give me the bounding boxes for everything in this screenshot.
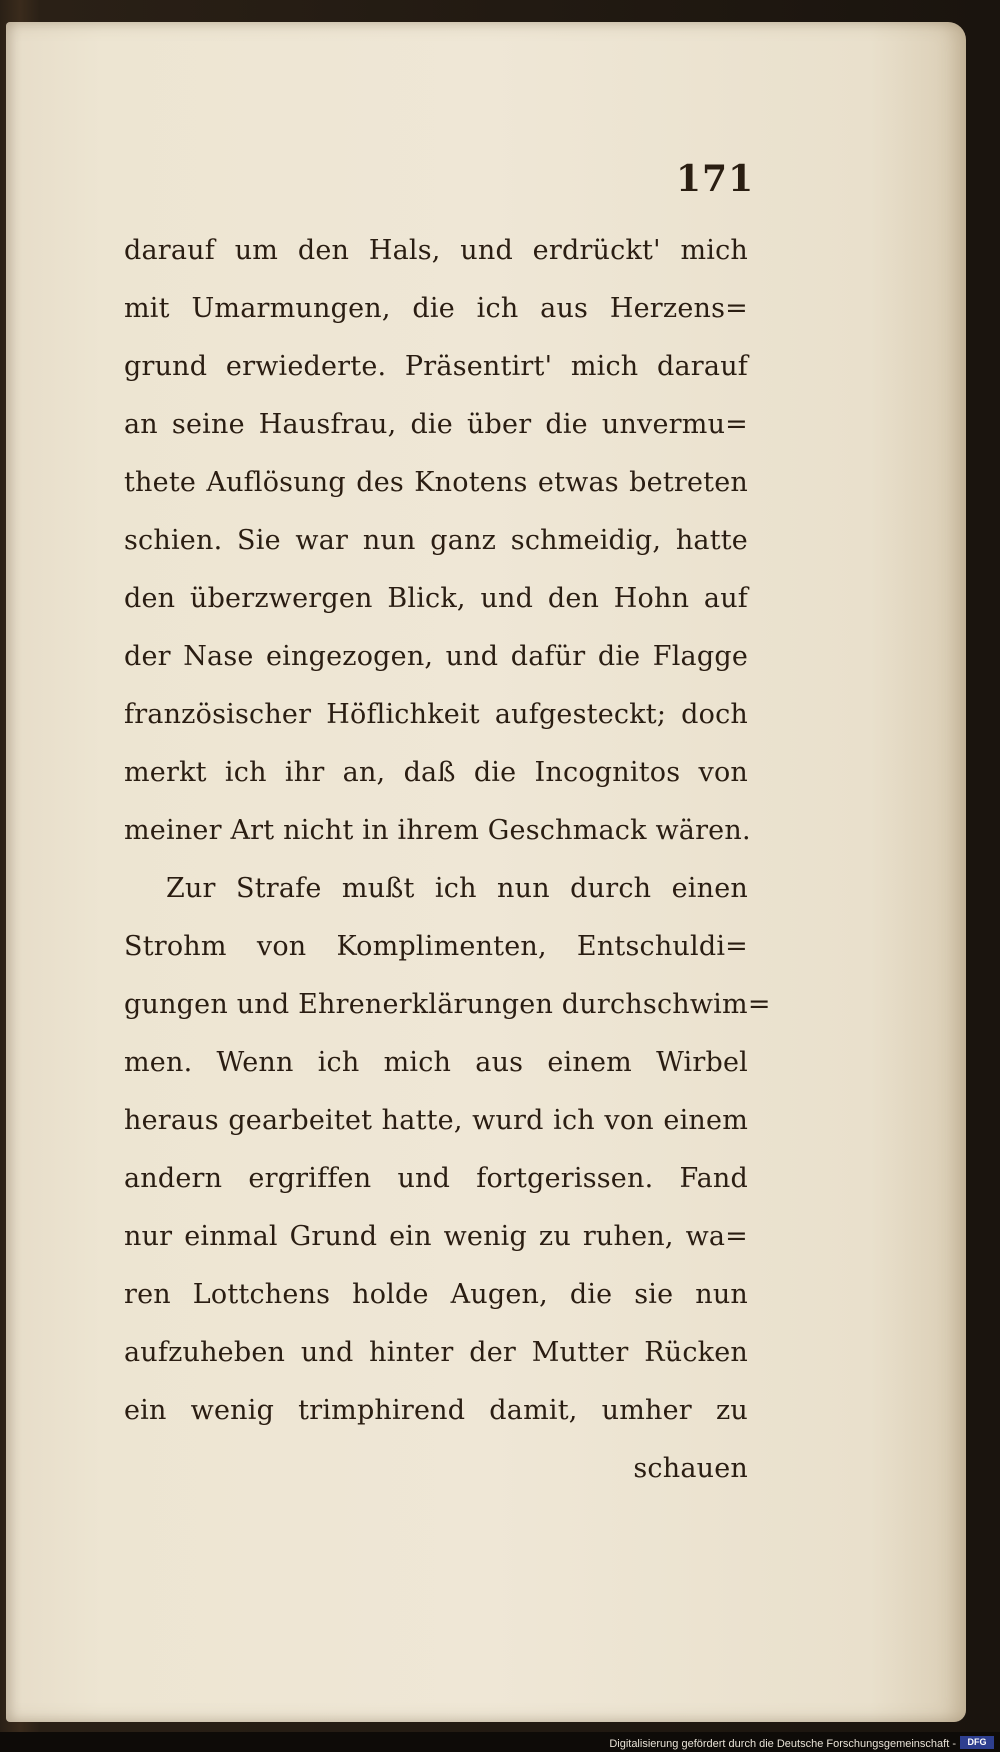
text-block <box>124 222 771 1498</box>
text-line: men. Wenn ich mich aus einem Wirbel <box>124 1047 748 1078</box>
text-line: ein wenig trimphirend damit, umher zu <box>124 1395 748 1426</box>
text-line: mit Umarmungen, die ich aus Herzens= <box>124 293 748 324</box>
text-line: ren Lottchens holde Augen, die sie nun <box>124 1279 748 1310</box>
text-line: meiner Art nicht in ihrem Geschmack wären. <box>124 815 751 846</box>
footer-credit: Digitalisierung gefördert durch die Deutsche Forschungsgemeinschaft - <box>609 1738 956 1750</box>
text-line: nur einmal Grund ein wenig zu ruhen, wa= <box>124 1221 748 1252</box>
text-line: den überzwergen Blick, und den Hohn auf <box>124 583 748 614</box>
text-line: aufzuheben und hinter der Mutter Rücken <box>124 1337 748 1368</box>
text-line: grund erwiederte. Präsentirt' mich darauf <box>124 351 748 382</box>
text-line: schien. Sie war nun ganz schmeidig, hatte <box>124 525 748 556</box>
text-line: andern ergriffen und fortgerissen. Fand <box>124 1163 748 1194</box>
text-line: der Nase eingezogen, und dafür die Flagge <box>124 641 748 672</box>
text-line: französischer Höflichkeit aufgesteckt; doch <box>124 699 748 730</box>
dfg-logo: DFG <box>960 1736 994 1749</box>
text-line: an seine Hausfrau, die über die unvermu= <box>124 409 748 440</box>
text-line: thete Auflösung des Knotens etwas betreten <box>124 467 748 498</box>
text-line: gungen und Ehrenerklärungen durchschwim= <box>124 989 771 1020</box>
page-number: 171 <box>676 158 755 200</box>
text-line: Zur Strafe mußt ich nun durch einen <box>166 873 748 904</box>
text-line: merkt ich ihr an, daß die Incognitos von <box>124 757 748 788</box>
catchword: schauen <box>633 1453 748 1484</box>
text-line: darauf um den Hals, und erdrückt' mich <box>124 235 748 266</box>
text-line: Strohm von Komplimenten, Entschuldi= <box>124 931 748 962</box>
text-line: heraus gearbeitet hatte, wurd ich von einem <box>124 1105 748 1136</box>
